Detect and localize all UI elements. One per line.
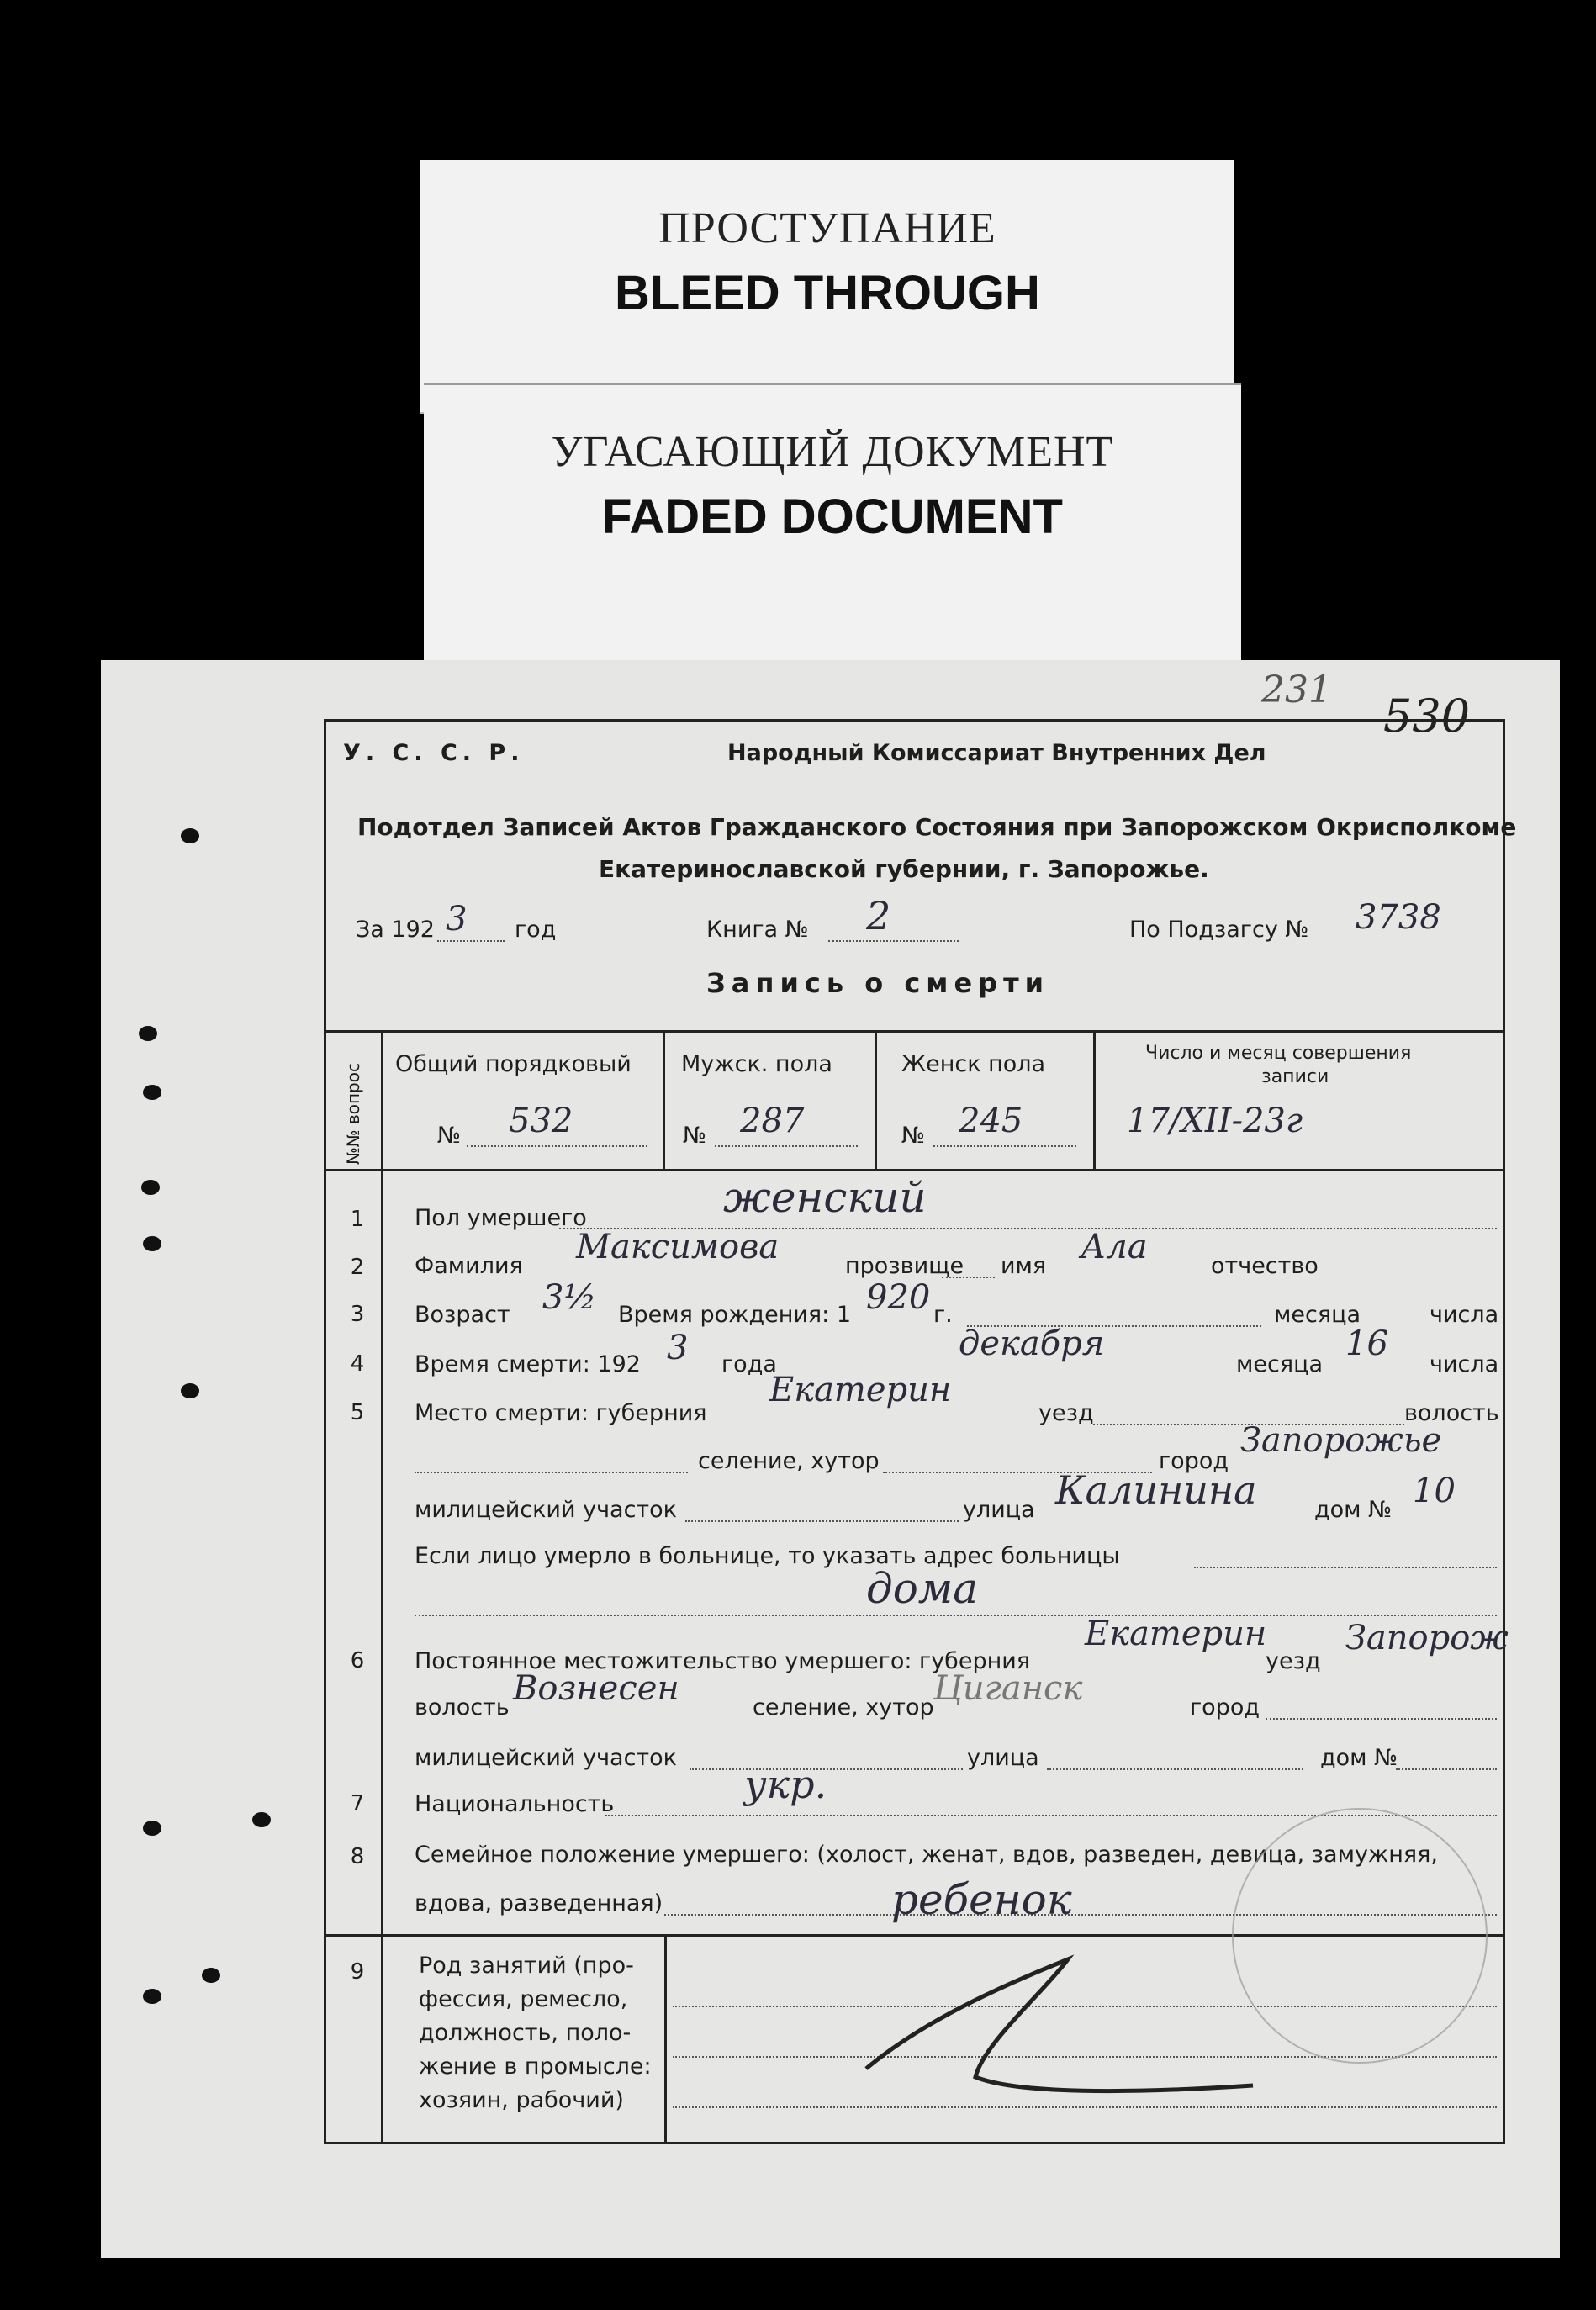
death-place-gubernia-value: Екатерин [769, 1371, 952, 1409]
male-number-value: 287 [740, 1102, 805, 1140]
republic-label: У. С. С. Р. [343, 740, 525, 766]
general-number-header: Общий порядковый [395, 1051, 632, 1077]
birth-label: Время рождения: 1 [618, 1302, 852, 1328]
binding-hole [141, 1180, 160, 1195]
permanent-gubernia-value: Екатерин [1085, 1615, 1267, 1653]
permanent-residence-label: Постоянное местожительство умершего: губерния [415, 1648, 1031, 1674]
death-month-value: декабря [959, 1324, 1105, 1363]
permanent-street-label: улица [967, 1745, 1039, 1771]
death-day-value: 16 [1345, 1324, 1388, 1363]
nickname-label: прозвище [845, 1253, 964, 1279]
binding-hole [143, 1821, 161, 1836]
binding-hole [181, 828, 199, 843]
patronymic-label: отчество [1211, 1253, 1319, 1279]
surname-label: Фамилия [415, 1253, 523, 1279]
department-line-1: Подотдел Записей Актов Гражданского Состояния при Запорожском Окрисполкоме [357, 813, 1517, 841]
subzags-label: По Подзагсу № [1129, 917, 1309, 943]
bleed-through-card [420, 160, 1234, 412]
occupation-label: Род занятий (про- [419, 1953, 634, 1979]
family-status-label: Семейное положение умершего: (холост, женат, вдов, разведен, девица, замужняя, [415, 1842, 1438, 1868]
binding-hole [143, 1989, 161, 2004]
faded-document-card [424, 383, 1241, 663]
commissariat-label: Народный Комиссариат Внутренних Дел [727, 740, 1266, 766]
permanent-volost-label: волость [415, 1694, 510, 1721]
age-label: Возраст [415, 1302, 510, 1328]
first-name-label: имя [1001, 1253, 1047, 1279]
binding-hole [143, 1236, 161, 1251]
permanent-village-label: селение, хутор [753, 1694, 934, 1721]
birth-year-value: 920 [866, 1278, 931, 1317]
year-value: 3 [446, 900, 468, 938]
first-name-value: Ала [1081, 1228, 1148, 1266]
street-label: улица [963, 1497, 1035, 1523]
record-date-header: Число и месяц совершения [1145, 1043, 1412, 1064]
sex-value: женский [723, 1173, 927, 1222]
general-number-value: 532 [509, 1102, 573, 1140]
city-label: город [1159, 1448, 1229, 1474]
male-number-header: Мужск. пола [681, 1051, 832, 1077]
city-value: Запорожье [1240, 1421, 1442, 1460]
death-month-label: месяца [1236, 1351, 1323, 1377]
female-number-value: 245 [959, 1102, 1023, 1140]
year-suffix: год [515, 917, 557, 943]
village-label: селение, хутор [698, 1448, 880, 1474]
binding-hole [143, 1085, 161, 1100]
permanent-house-label: дом № [1320, 1745, 1398, 1771]
card-russian-label: УГАСАЮЩИЙ ДОКУМЕНТ [551, 428, 1114, 476]
book-label: Книга № [706, 917, 809, 943]
female-number-header: Женск пола [901, 1051, 1046, 1077]
death-day-label: числа [1430, 1351, 1499, 1377]
surname-value: Максимова [576, 1228, 780, 1266]
card-russian-label: ПРОСТУПАНИЕ [658, 204, 996, 252]
birth-day-label: числа [1430, 1302, 1499, 1328]
department-line-2: Екатеринославской губернии, г. Запорожье. [599, 855, 1209, 883]
book-value: 2 [866, 893, 891, 938]
year-label: За 192 [356, 917, 435, 943]
nationality-label: Национальность [415, 1791, 615, 1817]
binding-hole [181, 1383, 199, 1398]
card-english-label: BLEED THROUGH [615, 266, 1040, 320]
volost-label: волость [1404, 1400, 1499, 1426]
uezd-label: уезд [1038, 1400, 1094, 1426]
death-year-value: 3 [667, 1329, 689, 1367]
nationality-value: укр. [744, 1762, 827, 1807]
death-time-label: Время смерти: 192 [415, 1351, 641, 1377]
permanent-uezd-value: Запорож [1345, 1619, 1509, 1657]
office-stamp [1232, 1808, 1488, 2064]
hospital-label: Если лицо умерло в больнице, то указать адрес больницы [415, 1543, 1120, 1569]
record-date-value: 17/XII-23г [1127, 1102, 1303, 1140]
record-title: Запись о смерти [706, 967, 1050, 999]
signature [849, 1943, 1287, 2111]
permanent-volost-value: Вознесен [513, 1669, 679, 1708]
permanent-city-label: город [1190, 1694, 1260, 1721]
reference-number-handwritten: 530 [1383, 690, 1471, 743]
birth-month-label: месяца [1274, 1302, 1361, 1328]
age-value: 3½ [542, 1278, 597, 1317]
militia-label: милицейский участок [415, 1497, 677, 1523]
binding-hole [252, 1812, 271, 1827]
subzags-value: 3738 [1356, 898, 1441, 937]
binding-hole [139, 1026, 157, 1041]
house-label: дом № [1314, 1497, 1393, 1523]
street-value: Калинина [1055, 1467, 1257, 1513]
card-english-label: FADED DOCUMENT [602, 489, 1063, 544]
sex-label: Пол умершего [415, 1205, 587, 1231]
family-status-value: ребенок [891, 1875, 1072, 1924]
hospital-value: дома [866, 1564, 979, 1613]
house-value: 10 [1413, 1472, 1456, 1510]
permanent-militia-label: милицейский участок [415, 1745, 677, 1771]
page-number-handwritten: 231 [1261, 669, 1332, 711]
permanent-village-value: Циганск [933, 1669, 1083, 1708]
question-column-label: №№ вопрос [343, 1063, 363, 1165]
binding-hole [202, 1968, 220, 1983]
death-place-label: Место смерти: губерния [415, 1400, 707, 1426]
